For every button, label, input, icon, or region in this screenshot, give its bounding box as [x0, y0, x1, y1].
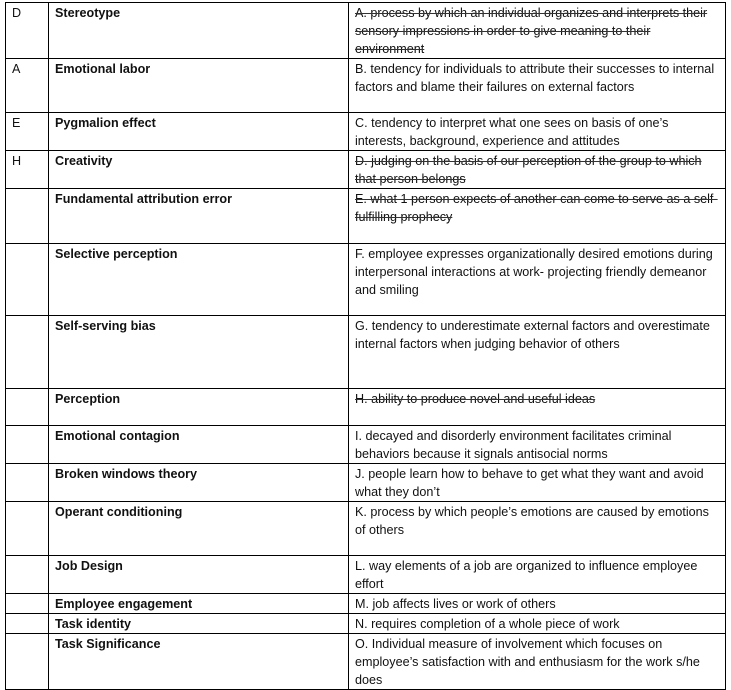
definition-cell: N. requires completion of a whole piece of work — [349, 614, 726, 634]
term-cell: Creativity — [49, 151, 349, 189]
answer-cell[interactable] — [6, 614, 49, 634]
table-row — [6, 502, 726, 556]
definition-cell: I. decayed and disorderly environment facilitates criminal behaviors because it signals antisocial norms — [349, 426, 726, 464]
table-row — [6, 389, 726, 426]
term-cell: Operant conditioning — [49, 502, 349, 556]
term-cell: Emotional labor — [49, 59, 349, 113]
definition-cell: C. tendency to interpret what one sees on basis of one’s interests, background, experience and attitudes — [349, 113, 726, 151]
answer-cell[interactable] — [6, 316, 49, 389]
answer-cell[interactable]: H — [6, 151, 49, 189]
term-cell: Stereotype — [49, 3, 349, 59]
answer-cell[interactable] — [6, 389, 49, 426]
definition-cell: K. process by which people’s emotions are caused by emotions of others — [349, 502, 726, 556]
answer-cell[interactable] — [6, 244, 49, 316]
definition-cell: L. way elements of a job are organized to influence employee effort — [349, 556, 726, 594]
term-cell: Broken windows theory — [49, 464, 349, 502]
definition-cell: D. judging on the basis of our perception of the group to which that person belongs — [349, 151, 726, 189]
definition-cell: E. what 1 person expects of another can come to serve as a self-fulfilling prophecy — [349, 189, 726, 244]
table-row — [6, 464, 726, 502]
definition-cell: M. job affects lives or work of others — [349, 594, 726, 614]
term-cell: Pygmalion effect — [49, 113, 349, 151]
answer-cell[interactable] — [6, 634, 49, 690]
definition-cell: G. tendency to underestimate external factors and overestimate internal factors when judging behavior of others — [349, 316, 726, 389]
answer-cell[interactable]: A — [6, 59, 49, 113]
term-cell: Employee engagement — [49, 594, 349, 614]
definition-cell: O. Individual measure of involvement which focuses on employee’s satisfaction with and enthusiasm for the work s/he does — [349, 634, 726, 690]
table-row — [6, 189, 726, 244]
term-cell: Perception — [49, 389, 349, 426]
answer-cell[interactable] — [6, 556, 49, 594]
term-cell: Task Significance — [49, 634, 349, 690]
term-cell: Self-serving bias — [49, 316, 349, 389]
definition-cell: B. tendency for individuals to attribute their successes to internal factors and blame their failures on external factors — [349, 59, 726, 113]
matching-table — [5, 2, 726, 690]
definition-cell: F. employee expresses organizationally desired emotions during interpersonal interactions at work- projecting friendly demeanor and smiling — [349, 244, 726, 316]
table-row — [6, 151, 726, 189]
definition-cell: H. ability to produce novel and useful ideas — [349, 389, 726, 426]
table-row — [6, 316, 726, 389]
text-cursor — [725, 240, 726, 256]
term-cell: Job Design — [49, 556, 349, 594]
table-row — [6, 113, 726, 151]
answer-cell[interactable]: D — [6, 3, 49, 59]
table-row — [6, 244, 726, 316]
definition-cell: A. process by which an individual organizes and interprets their sensory impressions in order to give meaning to their environment — [349, 3, 726, 59]
answer-cell[interactable] — [6, 189, 49, 244]
table-row — [6, 594, 726, 614]
answer-cell[interactable] — [6, 464, 49, 502]
definition-cell: J. people learn how to behave to get what they want and avoid what they don’t — [349, 464, 726, 502]
answer-cell[interactable] — [6, 502, 49, 556]
table-row — [6, 3, 726, 59]
table-row — [6, 556, 726, 594]
table-row — [6, 59, 726, 113]
term-cell: Emotional contagion — [49, 426, 349, 464]
answer-cell[interactable] — [6, 594, 49, 614]
table-row — [6, 614, 726, 634]
term-cell: Selective perception — [49, 244, 349, 316]
term-cell: Fundamental attribution error — [49, 189, 349, 244]
answer-cell[interactable] — [6, 426, 49, 464]
table-row — [6, 426, 726, 464]
table-row — [6, 634, 726, 690]
answer-cell[interactable]: E — [6, 113, 49, 151]
term-cell: Task identity — [49, 614, 349, 634]
